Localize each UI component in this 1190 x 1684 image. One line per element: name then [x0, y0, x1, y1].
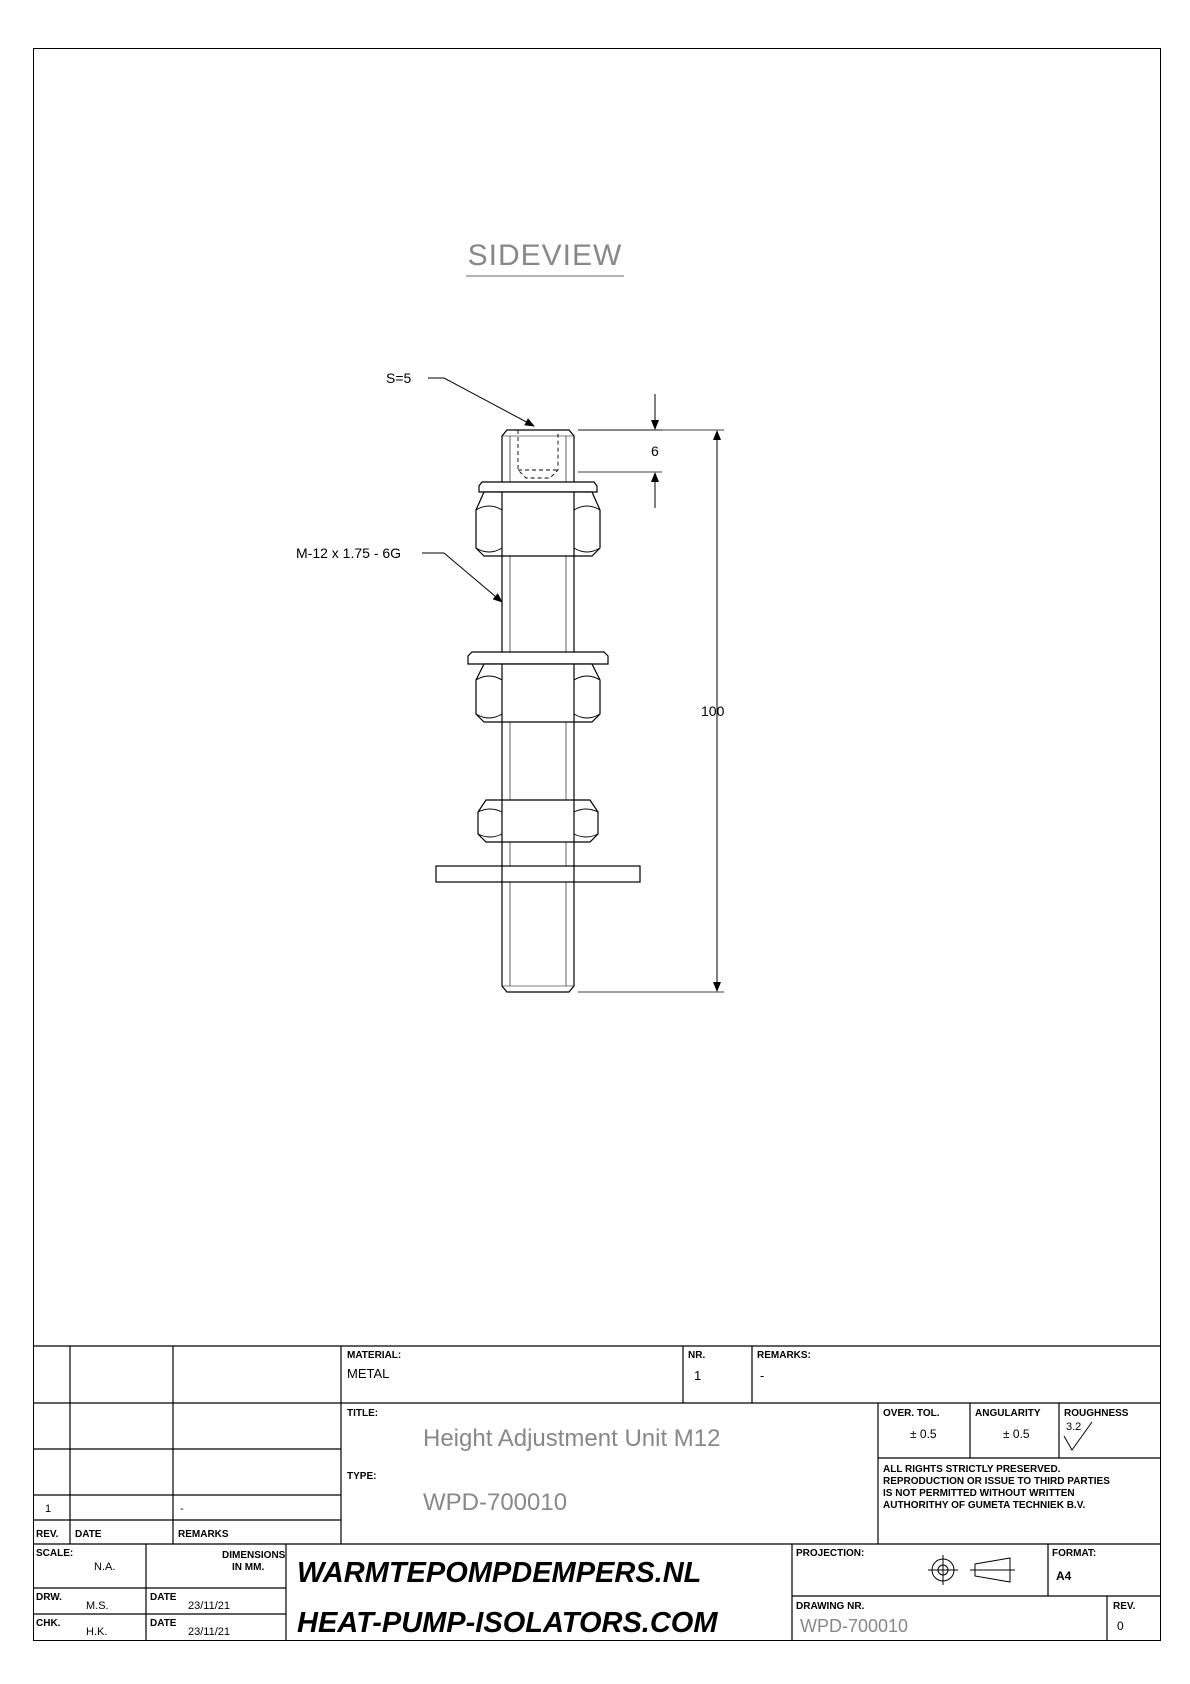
- title-value: Height Adjustment Unit M12: [423, 1425, 721, 1452]
- projection-label: PROJECTION:: [796, 1548, 865, 1559]
- material-label: MATERIAL:: [347, 1350, 402, 1361]
- view-title: SIDEVIEW: [467, 239, 623, 272]
- nr-label: NR.: [688, 1350, 706, 1361]
- rights-line-2: REPRODUCTION OR ISSUE TO THIRD PARTIES: [883, 1476, 1110, 1487]
- rights-line-3: IS NOT PERMITTED WITHOUT WRITTEN: [883, 1488, 1075, 1499]
- chk-date-value: 23/11/21: [188, 1626, 231, 1638]
- scale-value: N.A.: [94, 1561, 116, 1573]
- top-washer: [479, 482, 597, 492]
- rev-remark: -: [180, 1503, 184, 1515]
- dimension-length-label: 100: [701, 703, 725, 719]
- base-plate: [436, 866, 640, 882]
- bolt-assembly: [436, 430, 640, 992]
- remarks-value: -: [760, 1368, 765, 1383]
- drw-value: M.S.: [86, 1600, 109, 1612]
- drawing-nr-value: WPD-700010: [800, 1616, 909, 1636]
- remarks-column-label: REMARKS: [178, 1529, 229, 1540]
- rev-column-label: REV.: [36, 1529, 59, 1540]
- middle-flange: [468, 652, 608, 664]
- rev-number: 1: [45, 1503, 52, 1515]
- type-label: TYPE:: [347, 1471, 377, 1482]
- chk-date-label: DATE: [150, 1618, 177, 1629]
- roughness-label: ROUGHNESS: [1064, 1408, 1129, 1419]
- rev-value: 0: [1117, 1619, 1124, 1633]
- remarks-label: REMARKS:: [757, 1350, 811, 1361]
- date-column-label: DATE: [75, 1529, 102, 1540]
- dimensions-line-2: IN MM.: [232, 1562, 265, 1573]
- roughness-value: 3.2: [1066, 1421, 1082, 1433]
- thread-label: M-12 x 1.75 - 6G: [296, 545, 402, 561]
- lower-nut: [478, 800, 598, 842]
- rights-line-1: ALL RIGHTS STRICTLY PRESERVED.: [883, 1464, 1061, 1475]
- nr-value: 1: [694, 1368, 702, 1383]
- type-value: WPD-700010: [423, 1489, 568, 1516]
- title-label: TITLE:: [347, 1408, 379, 1419]
- dimensions-line-1: DIMENSIONS: [222, 1550, 286, 1561]
- format-value: A4: [1056, 1569, 1072, 1583]
- over-tol-value: ± 0.5: [910, 1427, 937, 1441]
- chk-label: CHK.: [36, 1618, 61, 1629]
- drw-date-label: DATE: [150, 1592, 177, 1603]
- angularity-label: ANGULARITY: [975, 1408, 1041, 1419]
- format-label: FORMAT:: [1052, 1548, 1097, 1559]
- chk-value: H.K.: [86, 1626, 108, 1638]
- dimension-depth-label: 6: [651, 443, 659, 459]
- angularity-value: ± 0.5: [1003, 1427, 1030, 1441]
- material-value: METAL: [347, 1366, 390, 1381]
- rev-label: REV.: [1113, 1601, 1136, 1612]
- scale-label: SCALE:: [36, 1548, 74, 1559]
- projection-symbol-icon: [928, 1555, 1015, 1585]
- middle-nut: [476, 664, 600, 722]
- drawing-nr-label: DRAWING NR.: [796, 1601, 865, 1612]
- rights-line-4: AUTHORITHY OF GUMETA TECHNIEK B.V.: [883, 1500, 1086, 1511]
- brand-line-1: WARMTEPOMPDEMPERS.NL: [297, 1557, 702, 1589]
- top-nut: [476, 492, 600, 556]
- drw-label: DRW.: [36, 1592, 62, 1603]
- drw-date-value: 23/11/21: [188, 1600, 231, 1612]
- over-tol-label: OVER. TOL.: [883, 1408, 940, 1419]
- brand-line-2: HEAT-PUMP-ISOLATORS.COM: [297, 1607, 718, 1639]
- hex-socket-label: S=5: [386, 370, 412, 386]
